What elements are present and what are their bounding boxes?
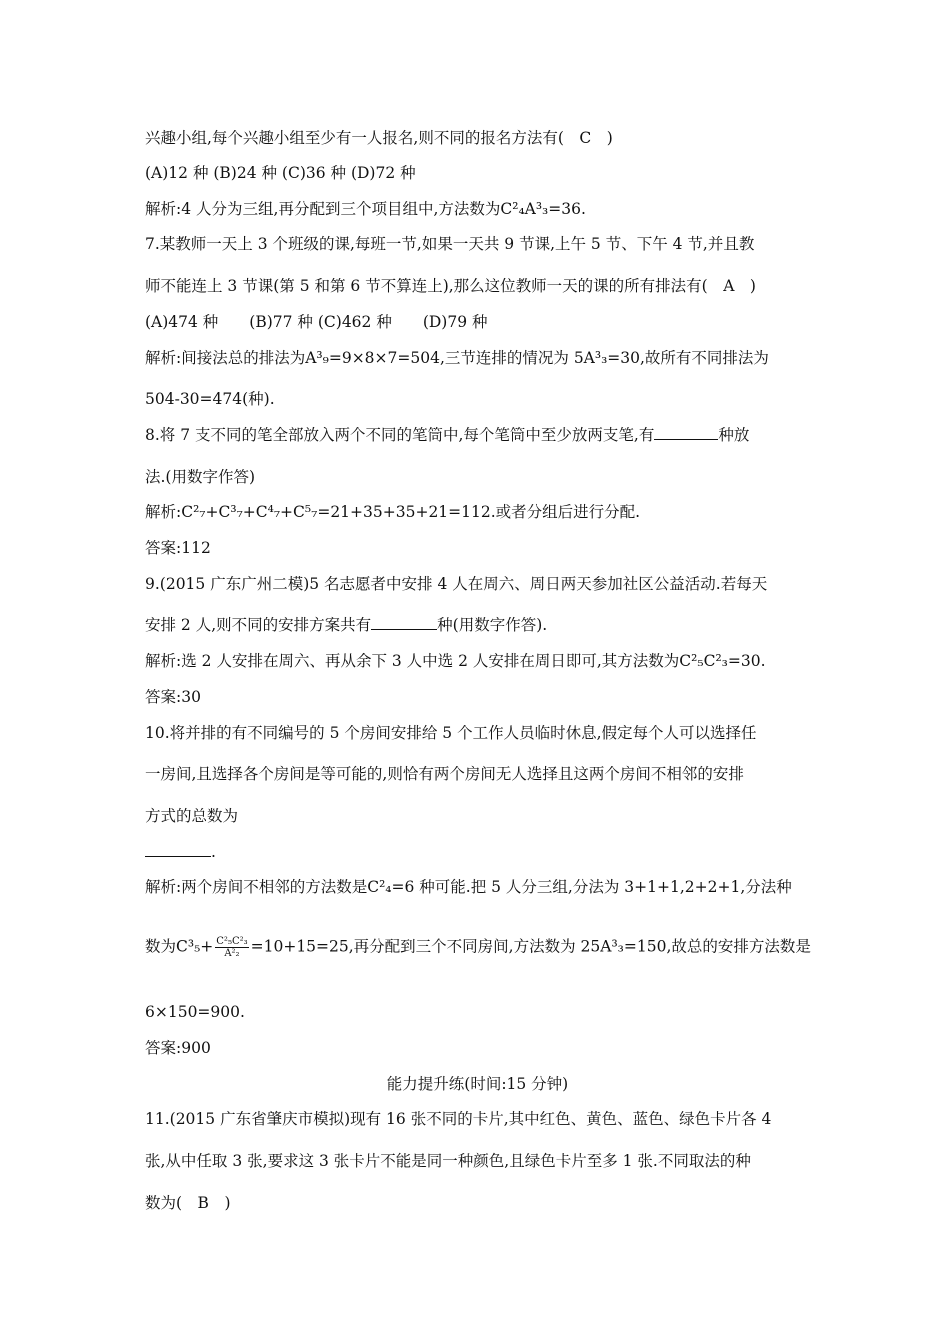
- fraction: [215, 936, 248, 959]
- question-10-stem-line2: 一房间,且选择各个房间是等可能的,则恰有两个房间无人选择且这两个房间不相邻的安排: [145, 765, 744, 783]
- period: .: [211, 843, 216, 861]
- question-8-stem-line1: [145, 425, 810, 445]
- question-6-stem-end: 兴趣小组,每个兴趣小组至少有一人报名,则不同的报名方法有( C ): [145, 129, 613, 147]
- question-9-text: 安排 2 人,则不同的安排方案共有: [145, 616, 372, 634]
- question-10-solution-line3: 6×150=900.: [145, 1003, 245, 1021]
- question-8-text: 8.将 7 支不同的笔全部放入两个不同的笔筒中,每个笔筒中至少放两支笔,有: [145, 426, 655, 444]
- answer-blank: [654, 425, 718, 440]
- solution-text-end: =10+15=25,再分配到三个不同房间,方法数为 25A³₃=150,故总的安排方法数是: [250, 937, 811, 956]
- fraction-numerator: C²₅C²₃: [216, 936, 248, 947]
- question-10-stem-line3: 方式的总数为: [145, 807, 239, 825]
- answer-blank: [371, 615, 437, 630]
- question-6-solution: 解析:4 人分为三组,再分配到三个项目组中,方法数为C²₄A³₃=36.: [145, 200, 586, 218]
- question-7-options: (A)474 种 (B)77 种 (C)462 种 (D)79 种: [145, 313, 488, 331]
- answer-blank: [145, 842, 211, 857]
- question-11-stem-line3: 数为( B ): [145, 1194, 231, 1212]
- question-8-answer: 答案:112: [145, 539, 211, 557]
- question-10-solution-line1: 解析:两个房间不相邻的方法数是C²₄=6 种可能.把 5 人分三组,分法为 3+1+1,2+2+1,分法种: [145, 878, 792, 896]
- question-9-answer: 答案:30: [145, 688, 201, 706]
- question-10-solution-line2: [145, 936, 810, 959]
- question-8-solution: 解析:C²₇+C³₇+C⁴₇+C⁵₇=21+35+35+21=112.或者分组后进行分配.: [145, 503, 641, 521]
- question-7-stem-line2: 师不能连上 3 节课(第 5 和第 6 节不算连上),那么这位教师一天的课的所有排法有( A ): [145, 277, 756, 295]
- question-10-answer: 答案:900: [145, 1039, 211, 1057]
- question-9-stem-line2: [145, 615, 810, 635]
- question-8-text-end: 种放: [718, 426, 750, 444]
- question-7-solution-line1: 解析:间接法总的排法为A³₉=9×8×7=504,三节连排的情况为 5A³₃=30,故所有不同排法为: [145, 349, 769, 367]
- question-7-stem-line1: 7.某教师一天上 3 个班级的课,每班一节,如果一天共 9 节课,上午 5 节、下午 4 节,并且教: [145, 235, 755, 253]
- question-7-solution-line2: 504-30=474(种).: [145, 390, 275, 408]
- question-9-text-end: 种(用数字作答).: [437, 616, 548, 634]
- question-8-stem-line2: 法.(用数字作答): [145, 468, 256, 486]
- fraction-denominator: A²₂: [224, 948, 240, 959]
- question-9-stem-line1: 9.(2015 广东广州二模)5 名志愿者中安排 4 人在周六、周日两天参加社区公益活动.若每天: [145, 575, 768, 593]
- question-11-stem-line2: 张,从中任取 3 张,要求这 3 张卡片不能是同一种颜色,且绿色卡片至多 1 张.不同取法的种: [145, 1152, 751, 1170]
- section-heading: 能力提升练(时间:15 分钟): [386, 1075, 569, 1093]
- question-9-solution: 解析:选 2 人安排在周六、再从余下 3 人中选 2 人安排在周日即可,其方法数为C²₅C²₃=30.: [145, 652, 766, 670]
- question-10-stem-line1: 10.将并排的有不同编号的 5 个房间安排给 5 个工作人员临时休息,假定每个人可以选择任: [145, 724, 757, 742]
- question-10-answer-line: [145, 842, 810, 862]
- solution-text: 数为C³₅+: [145, 937, 214, 956]
- question-11-stem-line1: 11.(2015 广东省肇庆市模拟)现有 16 张不同的卡片,其中红色、黄色、蓝色、绿色卡片各 4: [145, 1110, 772, 1128]
- question-6-options: (A)12 种 (B)24 种 (C)36 种 (D)72 种: [145, 164, 416, 182]
